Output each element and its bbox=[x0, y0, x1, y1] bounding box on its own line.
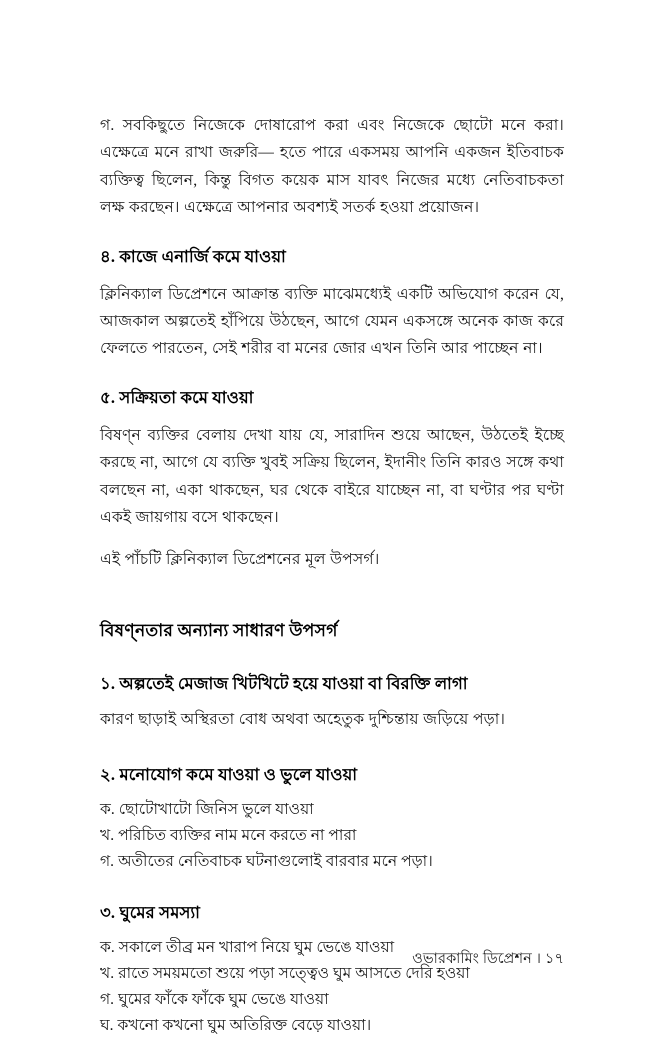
spacer bbox=[100, 925, 564, 935]
spacer bbox=[100, 363, 564, 386]
spacer bbox=[100, 733, 564, 763]
spacer bbox=[100, 531, 564, 546]
spacer bbox=[100, 222, 564, 245]
paragraph-symptom-1: কারণ ছাড়াই অস্থিরতা বোধ অথবা অহেতুক দুশ্চিন্তায় জড়িয়ে পড়া। bbox=[100, 710, 506, 728]
paragraph-item-c: গ. সবকিছুতে নিজেকে দোষারোপ করা এবং নিজেকে ছোটো মনে করা। এক্ষেত্রে মনে রাখা জরুরি— হতে পারে একসময় আপনি একজন ইতিবাচক ব্যক্তিত্ব ছিলেন, কিন্তু বিগত কয়েক মাস যাবৎ নিজের মধ্যে নেতিবাচকতা লক্ষ করছেন। এক্ষেত্রে আপনার অবশ্যই সতর্ক হওয়া প্রয়োজন। bbox=[100, 117, 564, 217]
list-item: গ. অতীতের নেতিবাচক ঘটনাগুলোই বারবার মনে পড়া। bbox=[100, 853, 433, 871]
heading-symptom-3: ৩. ঘুমের সমস্যা bbox=[100, 903, 201, 923]
list-item: ক. সকালে তীব্র মন খারাপ নিয়ে ঘুম ভেঙে যাওয়া bbox=[100, 939, 395, 957]
summary-line: এই পাঁচটি ক্লিনিক্যাল ডিপ্রেশনের মূল উপসর্গ। bbox=[100, 551, 380, 569]
heading-symptom-1: ১. অল্পতেই মেজাজ খিটখিটে হয়ে যাওয়া বা বিরক্তি লাগা bbox=[100, 673, 468, 693]
list-item: খ. রাতে সময়মতো শুয়ে পড়া সত্ত্বেও ঘুম আসতে দেরি হওয়া bbox=[100, 965, 470, 983]
section-title-other-symptoms: বিষণ্নতার অন্যান্য সাধারণ উপসর্গ bbox=[100, 620, 338, 640]
page-footer: ওভারকামিং ডিপ্রেশন । ১৭ bbox=[412, 951, 564, 967]
heading-section-4: ৪. কাজে এনার্জি কমে যাওয়া bbox=[100, 246, 286, 266]
spacer bbox=[100, 269, 564, 281]
list-item: খ. পরিচিত ব্যক্তির নাম মনে করতে না পারা bbox=[100, 827, 357, 845]
paragraph-section-4: ক্লিনিক্যাল ডিপ্রেশনে আক্রান্ত ব্যক্তি মাঝেমধ্যেই একটি অভিযোগ করেন যে, আজকাল অল্পতেই হাঁপিয়ে উঠছেন, আগে যেমন একসঙ্গে অনেক কাজ করে ফেলতে পারতেন, সেই শরীর বা মনের জোর এখন তিনি আর পাচ্ছেন না। bbox=[100, 285, 564, 358]
spacer bbox=[100, 574, 564, 618]
list-item: গ. ঘুমের ফাঁকে ফাঁকে ঘুম ভেঙে যাওয়া bbox=[100, 991, 329, 1009]
list-item: ঘ. কখনো কখনো ঘুম অতিরিক্ত বেড়ে যাওয়া। bbox=[100, 1017, 372, 1035]
heading-symptom-2: ২. মনোযোগ কমে যাওয়া ও ভুলে যাওয়া bbox=[100, 765, 358, 785]
paragraph-section-5: বিষণ্ন ব্যক্তির বেলায় দেখা যায় যে, সারাদিন শুয়ে আছেন, উঠতেই ইচ্ছে করছে না, আগে যে ব্যক্তি খুবই সক্রিয় ছিলেন, ইদানীং তিনি কারও সঙ্গে কথা বলছেন না, একা থাকছেন, ঘর থেকে বাইরে যাচ্ছেন না, বা ঘণ্টার পর ঘণ্টা একই জায়গায় বসে থাকছেন। bbox=[100, 426, 564, 527]
list-item: ক. ছোটোখাটো জিনিস ভুলে যাওয়া bbox=[100, 801, 314, 819]
spacer bbox=[100, 875, 564, 901]
spacer bbox=[100, 787, 564, 797]
heading-section-5: ৫. সক্রিয়তা কমে যাওয়া bbox=[100, 387, 254, 407]
page-content bbox=[100, 112, 564, 1039]
spacer bbox=[100, 644, 564, 672]
spacer bbox=[100, 696, 564, 706]
spacer bbox=[100, 410, 564, 422]
